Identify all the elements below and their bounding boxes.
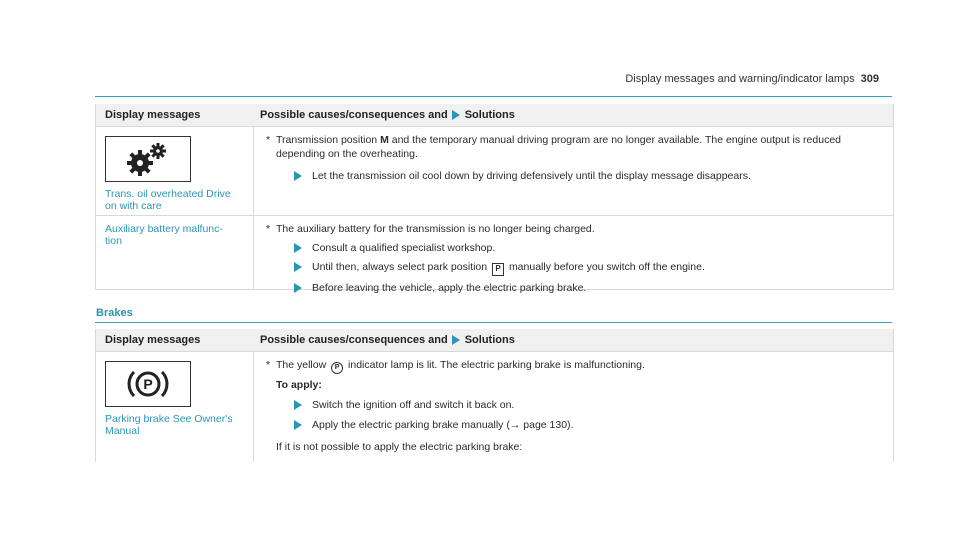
svg-text:P: P [143, 376, 153, 392]
table-row [96, 351, 893, 462]
display-message: Auxiliary battery malfunc-tion [105, 223, 223, 247]
table-header [96, 329, 893, 351]
step-arrow-icon [294, 420, 302, 430]
section-rule [95, 322, 892, 323]
header-title: Display messages and warning/indicator lamps [625, 73, 855, 85]
step-arrow-icon [294, 243, 302, 253]
step-arrow-icon [294, 262, 302, 272]
solution-cell [254, 216, 893, 294]
display-message: Trans. oil overheated Drive on with care [105, 188, 231, 212]
apply-label: To apply: [276, 379, 322, 391]
solution-step: Switch the ignition off and switch it back on. [294, 398, 883, 412]
solution-step: Until then, always select park position P manually before you switch off the engine. [294, 260, 883, 276]
note-text: If it is not possible to apply the electric parking brake: [276, 441, 523, 453]
arrow-icon [452, 110, 460, 120]
overheated-gear-icon [105, 136, 191, 182]
transmission-table [95, 104, 894, 294]
col-display-messages: Display messages [105, 109, 201, 121]
solution-step: Consult a qualified specialist workshop. [294, 241, 883, 255]
cause-text: * The auxiliary battery for the transmission is no longer being charged. [266, 223, 595, 235]
display-message: Parking brake See Owner's Manual [105, 413, 233, 437]
step-arrow-icon [294, 283, 302, 293]
col-display-messages: Display messages [105, 334, 201, 346]
cause-text: * Transmission position M and the temporary manual driving program are no longer available. The engine output is reduced depending on the overheating. [266, 134, 841, 160]
brakes-table [95, 329, 894, 462]
page-header [625, 73, 879, 85]
page-number: 309 [860, 73, 879, 85]
col-causes-solutions: Possible causes/consequences and Solutions [260, 109, 515, 121]
table-row [96, 215, 893, 294]
solution-step: Apply the electric parking brake manually (→ page 130). [294, 418, 883, 432]
solution-step: Let the transmission oil cool down by driving defensively until the display message disappears. [294, 169, 883, 183]
solution-cell [254, 127, 893, 215]
message-cell [96, 216, 254, 289]
park-position-icon: P [492, 263, 504, 276]
section-title: Brakes [96, 307, 133, 319]
step-arrow-icon [294, 400, 302, 410]
message-cell [96, 352, 254, 462]
solution-cell [254, 352, 893, 462]
solution-step: Before leaving the vehicle, apply the electric parking brake. [294, 281, 883, 295]
message-cell [96, 127, 254, 215]
parking-brake-icon [105, 361, 191, 407]
col-causes-solutions: Possible causes/consequences and Solutions [260, 334, 515, 346]
step-arrow-icon [294, 171, 302, 181]
header-rule [95, 96, 892, 97]
parking-brake-indicator-icon: P [331, 362, 343, 374]
table-header [96, 104, 893, 126]
cause-text: * The yellow P indicator lamp is lit. The electric parking brake is malfunctioning. [266, 358, 883, 374]
table-row [96, 126, 893, 215]
arrow-icon [452, 335, 460, 345]
